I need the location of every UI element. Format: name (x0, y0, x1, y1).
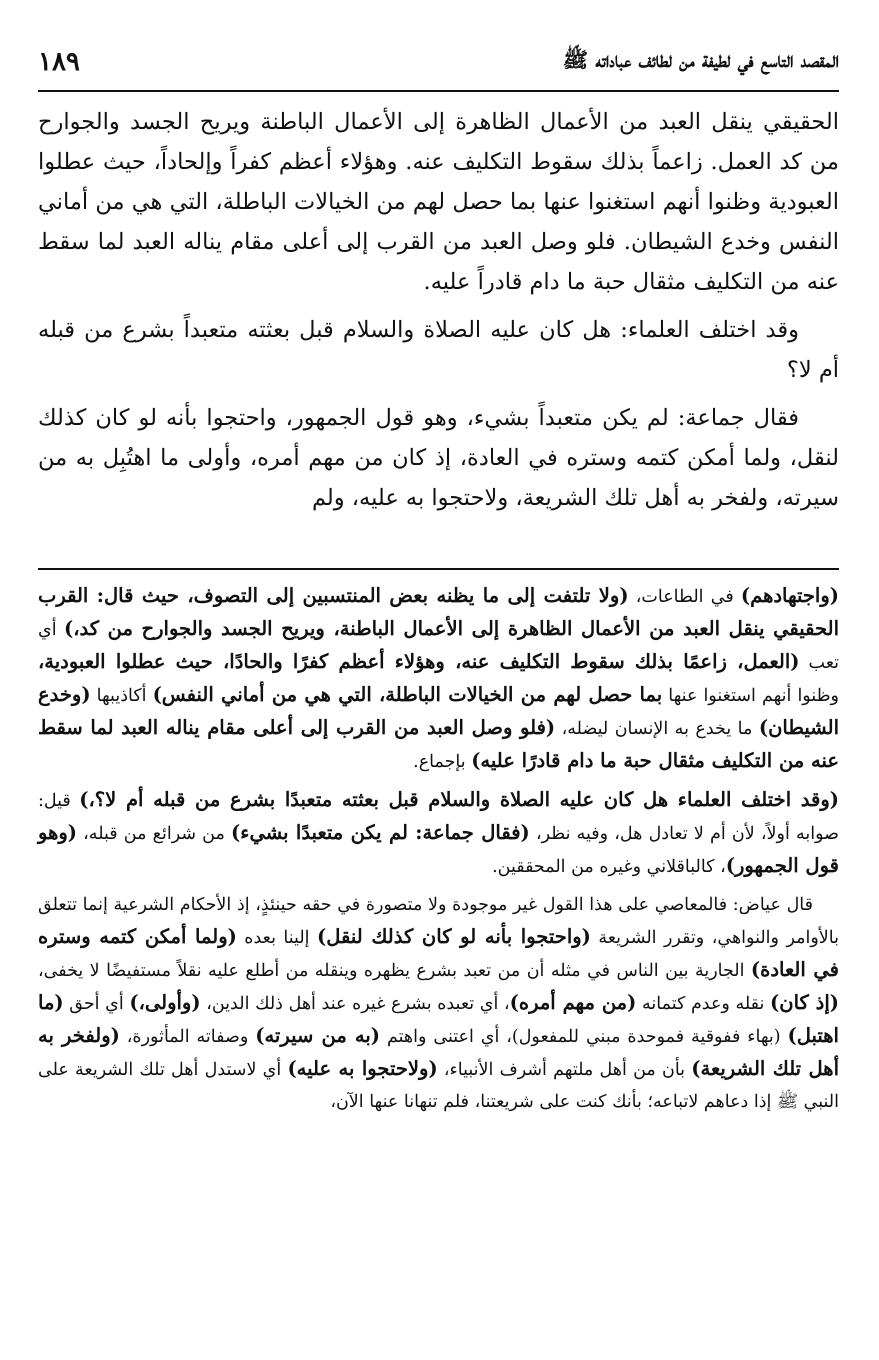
quoted-matn: (ولاحتجوا به عليه) (287, 1057, 438, 1080)
gloss: في الطاعات، (628, 587, 741, 607)
gloss: ، كالباقلاني وغيره من المحققين. (492, 857, 726, 877)
gloss: أي لاستدل أهل تلك الشريعة على النبي ﷺ إذا دعاهم لاتباعه؛ بأنك كنت على شريعتنا، فلم تنهانا عنها الآن، (38, 1060, 839, 1112)
gloss: وصفاته المأثورة، (119, 1027, 256, 1047)
gloss: ، أي تعبده بشرع غيره عند أهل ذلك الدين، (200, 994, 510, 1014)
quoted-matn: (إذ كان) (770, 991, 839, 1014)
gloss: أي أحق (63, 994, 130, 1014)
quoted-matn: (وقد اختلف العلماء هل كان عليه الصلاة والسلام قبل بعثته متعبدًا بشرع من قبله أم لا؟،) (79, 788, 840, 811)
gloss: قيل: صوابه أولاً، لأن أم لا تعادل هل، وفيه نظر، (38, 791, 839, 844)
quoted-matn: (وأولى،) (129, 991, 201, 1014)
quoted-matn: (ولا تلتفت إلى ما يظنه بعض المنتسبين إلى التصوف، حيث قال: القرب الحقيقي ينقل العبد من الأعمال الظاهرة إلى الأعمال الباطنة، ويريح الجسد والجوارح من كد،) (38, 584, 839, 640)
page-number: ١٨٩ (38, 47, 80, 77)
quoted-matn: (واجتهادهم) (740, 584, 839, 607)
gloss: بأن من أهل ملتهم أشرف الأنبياء، (437, 1060, 692, 1080)
quoted-matn: (واحتجوا بأنه لو كان كذلك لنقل) (316, 925, 591, 948)
gloss: وظنوا أنهم استغنوا عنها (662, 686, 840, 706)
gloss: قال عياض: فالمعاصي على هذا القول غير موجودة ولا متصورة في حقه حينئذٍ، إذ الأحكام الشرعية إنما تتعلق بالأوامر والنواهي، وتقرر الشريعة (38, 895, 839, 948)
running-header (38, 42, 839, 82)
main-paragraph-1: الحقيقي ينقل العبد من الأعمال الظاهرة إلى الأعمال الباطنة ويريح الجسد والجوارح من كد العمل. زاعماً بذلك سقوط التكليف عنه. وهؤلاء أعظم كفراً وإلحاداً، حيث عطلوا العبودية وظنوا أنهم استغنوا عنها بما حصل لهم من الخيالات الباطلة، التي هي من أماني النفس وخدع الشيطان. فلو وصل العبد من القرب إلى أعلى مقام يناله العبد لما سقط عنه من التكليف مثقال حبة ما دام قادراً عليه. (38, 109, 839, 295)
quoted-matn: (ولفخر به أهل تلك الشريعة) (38, 1024, 839, 1080)
gloss: (بهاء ففوقية فموحدة مبني للمفعول)، أي اعتنى واهتم (380, 1027, 788, 1047)
gloss: بإجماع. (413, 752, 472, 772)
quoted-matn: (وهو قول الجمهور) (38, 821, 839, 877)
gloss: الجارية بين الناس في مثله أن من تعبد بشرع يظهره وينقله من أطلع عليه نقلاً مستفيضًا لا يخفى، (38, 961, 751, 981)
gloss: إلينا بعده (236, 928, 317, 948)
commentary-text (38, 580, 839, 1124)
quoted-matn: بما حصل لهم من الخيالات الباطلة، التي هي من أماني النفس) (152, 683, 663, 706)
gloss: أكاذيبها (90, 686, 153, 706)
chapter-title: المقصد التاسع في لطيفة من لطائف عباداته ﷺ (562, 46, 839, 72)
header-rule (38, 90, 839, 92)
quoted-matn: (فقال جماعة: لم يكن متعبدًا بشيء) (231, 821, 530, 844)
main-paragraph-2: وقد اختلف العلماء: هل كان عليه الصلاة والسلام قبل بعثته متعبداً بشرع من قبله أم لا؟ (38, 317, 839, 383)
gloss: نقله وعدم كتمانه (636, 994, 771, 1014)
commentary-paragraph-3 (38, 889, 839, 1118)
main-paragraph-3: فقال جماعة: لم يكن متعبداً بشيء، وهو قول الجمهور، واحتجوا بأنه لو كان كذلك لنقل، ولما أمكن كتمه وستره في العادة، إذ كان من مهم أمره، وأولى ما اهتُبِل به من سيرته، ولفخر به أهل تلك الشريعة، ولاحتجوا به عليه، ولم (38, 405, 839, 511)
gloss: من شرائع من قبله، (77, 824, 232, 844)
commentary-rule (38, 568, 839, 570)
main-text (38, 102, 839, 526)
commentary-paragraph-2 (38, 784, 839, 883)
quoted-matn: (ولما أمكن كتمه وستره في العادة) (38, 925, 839, 981)
quoted-matn: (من مهم أمره) (509, 991, 637, 1014)
quoted-matn: (ما اهتبل) (38, 991, 839, 1047)
quoted-matn: (العمل، زاعمًا بذلك سقوط التكليف عنه، وهؤلاء أعظم كفرًا والحادًا، حيث عطلوا العبودية، (38, 650, 800, 673)
gloss: أي تعب (38, 620, 840, 673)
quoted-matn: (فلو وصل العبد من القرب إلى أعلى مقام يناله العبد لما سقط عنه من التكليف مثقال حبة ما دام قادرًا عليه) (38, 716, 839, 772)
quoted-matn: (وخدع الشيطان) (38, 683, 839, 739)
gloss: ما يخدع به الإنسان ليضله، (555, 719, 759, 739)
commentary-paragraph-1 (38, 580, 839, 778)
quoted-matn: (به من سيرته) (255, 1024, 381, 1047)
